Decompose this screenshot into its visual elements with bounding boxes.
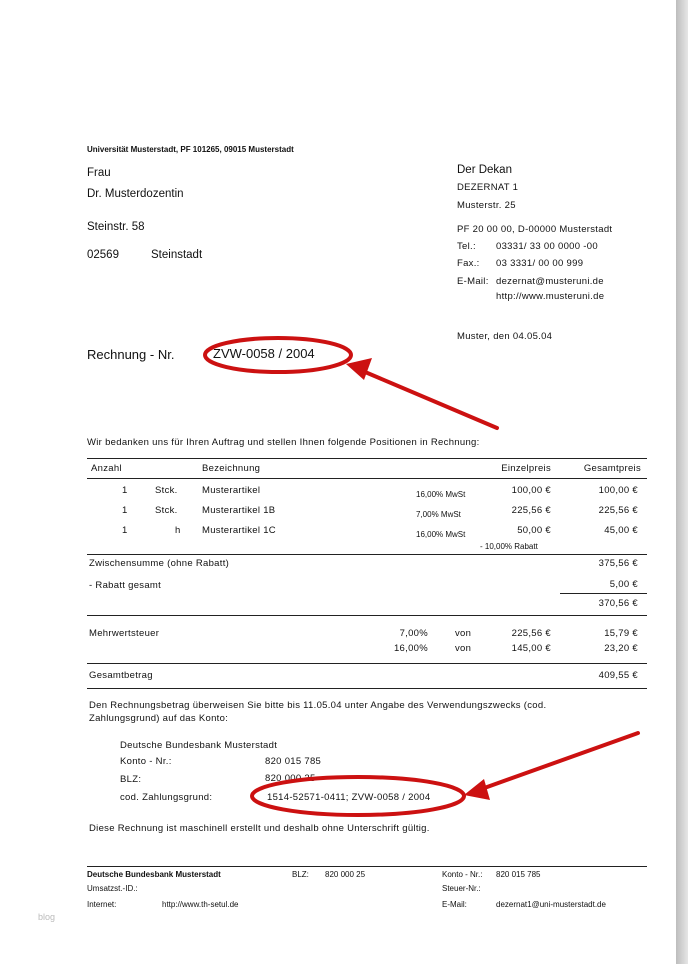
vat-base: 225,56 € — [511, 628, 551, 639]
discount-note: - 10,00% Rabatt — [480, 542, 538, 551]
row-total: 45,00 € — [604, 525, 638, 536]
subtotal-value: 375,56 € — [598, 558, 638, 569]
vat-label: Mehrwertsteuer — [89, 628, 160, 639]
issuer-tel-label: Tel.: — [457, 241, 476, 252]
row-unit-type: Stck. — [155, 505, 178, 516]
subtotal-rule — [87, 554, 647, 555]
row-qty: 1 — [122, 505, 128, 516]
recipient-salutation: Frau — [87, 167, 111, 179]
invoice-number: ZVW-0058 / 2004 — [213, 346, 315, 361]
table-header-rule — [87, 478, 647, 479]
row-tax: 16,00% MwSt — [416, 530, 466, 539]
discount-value: 5,00 € — [609, 579, 638, 590]
discount-label: - Rabatt gesamt — [89, 580, 162, 591]
payment-text-line-2: Zahlungsgrund) auf das Konto: — [89, 713, 229, 724]
issuer-email: dezernat@musteruni.de — [496, 276, 604, 287]
machine-note: Diese Rechnung ist maschinell erstellt und deshalb ohne Unterschrift gültig. — [89, 823, 430, 834]
total-value: 409,55 € — [598, 670, 638, 681]
row-qty: 1 — [122, 485, 128, 496]
footer-internet: http://www.th-setul.de — [162, 900, 239, 909]
row-unit-type: h — [175, 525, 181, 536]
row-unit-price: 50,00 € — [517, 525, 551, 536]
footer-rule — [87, 866, 647, 867]
sender-return-line: Universität Musterstadt, PF 101265, 09015 Musterstadt — [87, 145, 294, 154]
issuer-fax: 03 3331/ 00 00 999 — [496, 258, 584, 269]
vat-rule — [87, 615, 647, 616]
after-discount-value: 370,56 € — [598, 598, 638, 609]
vat-rate: 7,00% — [399, 628, 428, 639]
footer-email: dezernat1@uni-musterstadt.de — [496, 900, 606, 909]
vat-amount: 23,20 € — [604, 643, 638, 654]
row-tax: 16,00% MwSt — [416, 490, 466, 499]
issuer-website: http://www.musteruni.de — [496, 291, 605, 302]
row-description: Musterartikel 1C — [202, 525, 276, 536]
row-total: 225,56 € — [598, 505, 638, 516]
footer-internet-label: Internet: — [87, 900, 117, 909]
vat-base: 145,00 € — [511, 643, 551, 654]
header-unit-price: Einzelpreis — [501, 463, 551, 474]
issuer-tel: 03331/ 33 00 0000 -00 — [496, 241, 598, 252]
bank-konto: 820 015 785 — [265, 756, 322, 767]
row-description: Musterartikel — [202, 485, 261, 496]
recipient-city: Steinstadt — [151, 249, 203, 261]
issuer-street: Musterstr. 25 — [457, 200, 516, 211]
recipient-zip: 02569 — [87, 249, 119, 261]
subtotal-label: Zwischensumme (ohne Rabatt) — [89, 558, 230, 569]
payment-text-line-1: Den Rechnungsbetrag überweisen Sie bitte bis 11.05.04 unter Angabe des Verwendungszwecks (cod. — [89, 700, 547, 711]
issuer-fax-label: Fax.: — [457, 258, 480, 269]
vat-von: von — [455, 628, 472, 639]
row-tax: 7,00% MwSt — [416, 510, 461, 519]
row-description: Musterartikel 1B — [202, 505, 276, 516]
recipient-name: Dr. Musterdozentin — [87, 188, 184, 200]
issuer-pobox: PF 20 00 00, D-00000 Musterstadt — [457, 224, 613, 235]
total-label: Gesamtbetrag — [89, 670, 153, 681]
table-top-rule — [87, 458, 647, 459]
issuer-department: DEZERNAT 1 — [457, 182, 519, 193]
bank-blz-label: BLZ: — [120, 774, 142, 785]
watermark: blog — [38, 912, 56, 922]
row-qty: 1 — [122, 525, 128, 536]
bank-payment-code: 1514-52571-0411; ZVW-0058 / 2004 — [267, 792, 431, 803]
vat-rate: 16,00% — [393, 643, 428, 654]
footer-email-label: E-Mail: — [442, 900, 467, 909]
footer-ust-label: Umsatzst.-ID.: — [87, 884, 138, 893]
bank-name: Deutsche Bundesbank Musterstadt — [120, 740, 278, 751]
footer-konto-label: Konto - Nr.: — [442, 870, 483, 879]
total-bottom-rule — [87, 688, 647, 689]
invoice-date: Muster, den 04.05.04 — [457, 331, 553, 342]
page-shadow — [676, 0, 688, 964]
footer-blz-label: BLZ: — [292, 870, 309, 879]
bank-blz: 820 000 25 — [265, 773, 316, 784]
header-description: Bezeichnung — [202, 463, 261, 474]
row-unit-price: 225,56 € — [511, 505, 551, 516]
footer-blz: 820 000 25 — [325, 870, 366, 879]
header-qty: Anzahl — [91, 463, 122, 474]
bank-konto-label: Konto - Nr.: — [120, 756, 172, 767]
row-unit-price: 100,00 € — [511, 485, 551, 496]
footer-steuer-label: Steuer-Nr.: — [442, 884, 481, 893]
recipient-street: Steinstr. 58 — [87, 221, 145, 233]
bank-code-label: cod. Zahlungsgrund: — [120, 792, 213, 803]
vat-amount: 15,79 € — [604, 628, 638, 639]
footer-konto: 820 015 785 — [496, 870, 541, 879]
issuer-title: Der Dekan — [457, 164, 512, 176]
issuer-email-label: E-Mail: — [457, 276, 489, 287]
header-total: Gesamtpreis — [583, 463, 641, 474]
row-total: 100,00 € — [598, 485, 638, 496]
vat-von: von — [455, 643, 472, 654]
footer-bank: Deutsche Bundesbank Musterstadt — [87, 870, 221, 879]
discount-sum-rule — [560, 593, 647, 594]
total-top-rule — [87, 663, 647, 664]
intro-text: Wir bedanken uns für Ihren Auftrag und stellen Ihnen folgende Positionen in Rechnung: — [87, 437, 480, 448]
invoice-number-label: Rechnung - Nr. — [87, 347, 175, 362]
row-unit-type: Stck. — [155, 485, 178, 496]
